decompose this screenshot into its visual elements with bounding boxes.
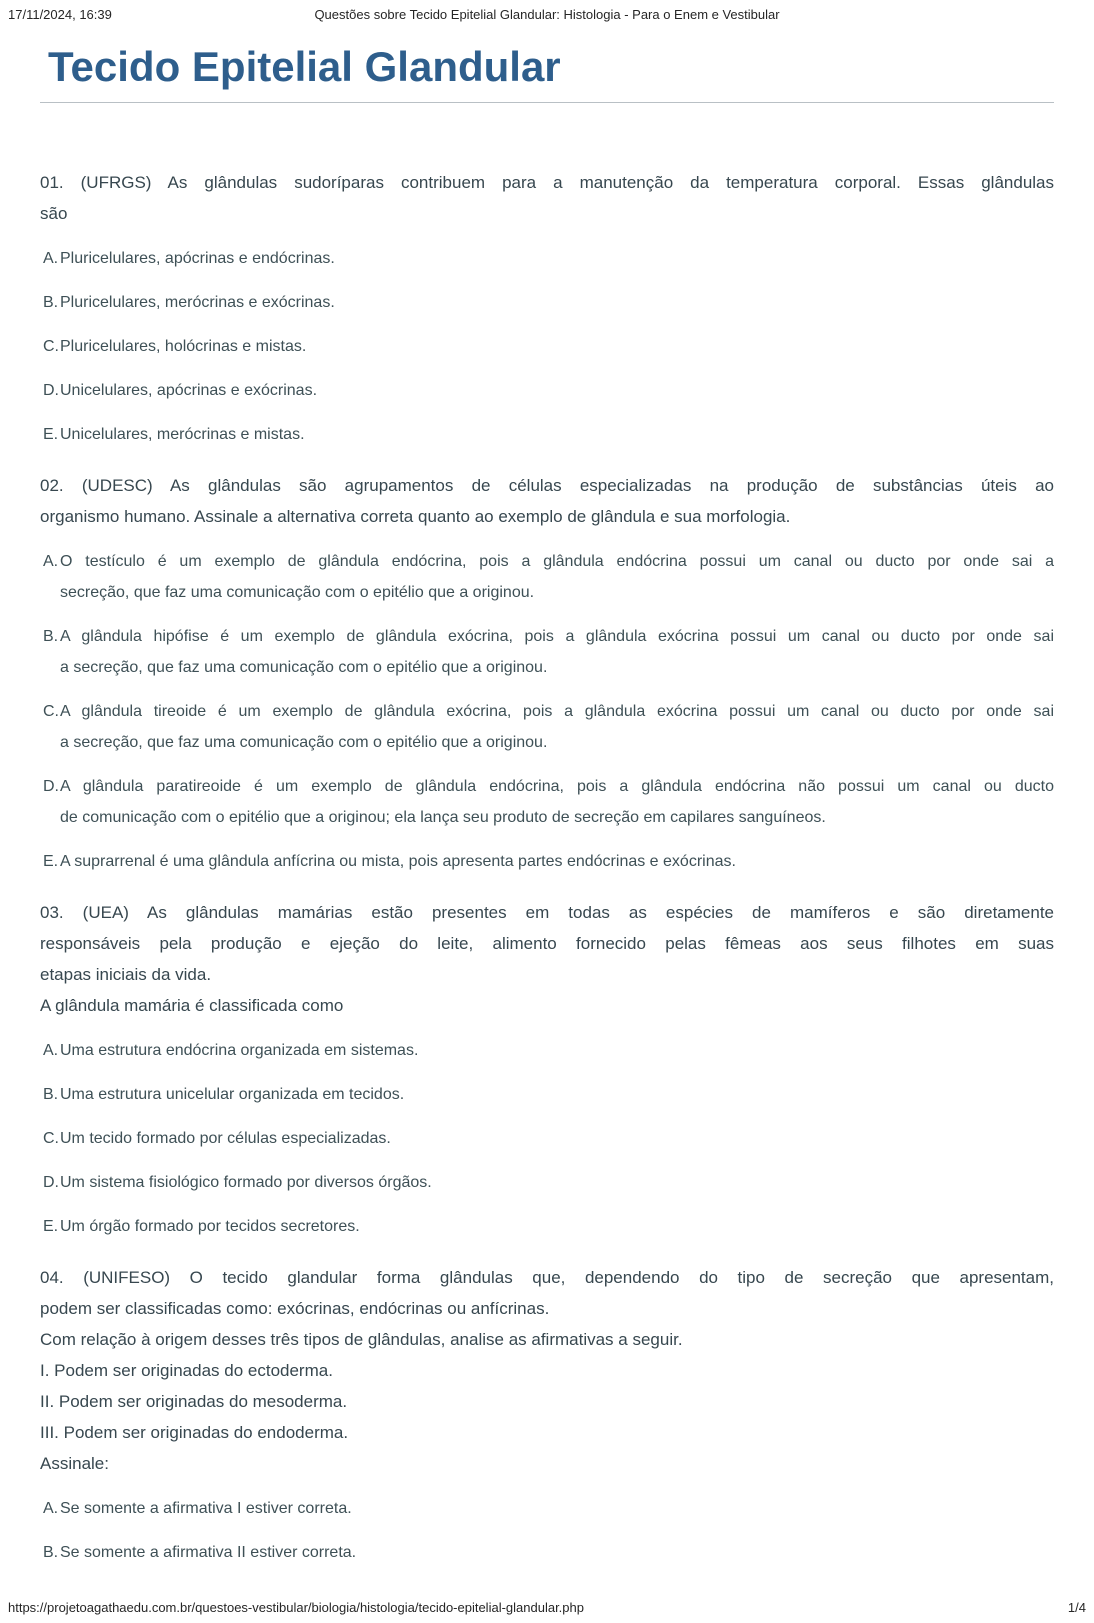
option-line: A glândula hipófise é um exemplo de glândula exócrina, pois a glândula exócrina possui um canal ou ducto por onde sai (60, 628, 1054, 645)
stem-line: 03. (UEA) As glândulas mamárias estão presentes em todas as espécies de mamíferos e são diretamente (40, 903, 1054, 922)
page-title: Tecido Epitelial Glandular (48, 43, 561, 90)
question-02 (40, 470, 1054, 877)
stem-line: A glândula mamária é classificada como (40, 996, 344, 1015)
option-label: D. (43, 1174, 59, 1191)
answer-option (40, 696, 1054, 758)
print-doc-title: Questões sobre Tecido Epitelial Glandular: Histologia - Para o Enem e Vestibular (314, 7, 780, 22)
answer-option (40, 1211, 1054, 1242)
option-line: Um órgão formado por tecidos secretores. (60, 1218, 360, 1235)
option-line: Unicelulares, merócrinas e mistas. (60, 426, 305, 443)
option-line: secreção, que faz uma comunicação com o epitélio que a originou. (60, 584, 535, 601)
option-label: C. (43, 338, 59, 355)
answer-option (40, 1493, 1054, 1524)
option-label: A. (43, 250, 59, 267)
stem-line: Assinale: (40, 1454, 109, 1473)
option-label: A. (43, 553, 59, 570)
option-label: C. (43, 1130, 59, 1147)
option-label: B. (43, 1086, 59, 1103)
option-line: A suprarrenal é uma glândula anfícrina ou mista, pois apresenta partes endócrinas e exócrinas. (60, 853, 736, 870)
answer-option (40, 846, 1054, 877)
title-divider (40, 102, 1054, 103)
option-line: Se somente a afirmativa II estiver correta. (60, 1544, 357, 1561)
option-label: B. (43, 294, 59, 311)
print-header (8, 7, 1086, 23)
stem-line: podem ser classificadas como: exócrinas, endócrinas ou anfícrinas. (40, 1299, 550, 1318)
option-line: Uma estrutura unicelular organizada em tecidos. (60, 1086, 405, 1103)
stem-line: são (40, 204, 68, 223)
option-label: E. (43, 853, 59, 870)
answer-option (40, 1123, 1054, 1154)
option-label: D. (43, 382, 59, 399)
answer-option (40, 287, 1054, 318)
option-label: E. (43, 1218, 59, 1235)
option-label: C. (43, 703, 59, 720)
answer-option (40, 419, 1054, 450)
stem-line: organismo humano. Assinale a alternativa correta quanto ao exemplo de glândula e sua morfologia. (40, 507, 791, 526)
question-04 (40, 1262, 1054, 1568)
option-label: E. (43, 426, 59, 443)
option-line: Unicelulares, apócrinas e exócrinas. (60, 382, 318, 399)
stem-line: etapas iniciais da vida. (40, 965, 212, 984)
option-line: A glândula paratireoide é um exemplo de glândula endócrina, pois a glândula endócrina não possui um canal ou ducto (60, 778, 1054, 795)
answer-option (40, 1537, 1054, 1568)
stem-line: 04. (UNIFESO) O tecido glandular forma glândulas que, dependendo do tipo de secreção que apresentam, (40, 1268, 1054, 1287)
option-line: Um tecido formado por células especializadas. (60, 1130, 391, 1147)
answer-option (40, 375, 1054, 406)
option-line: Um sistema fisiológico formado por diversos órgãos. (60, 1174, 432, 1191)
print-footer (8, 1600, 1086, 1616)
option-line: A glândula tireoide é um exemplo de glândula exócrina, pois a glândula exócrina possui um canal ou ducto por onde sai (60, 703, 1054, 720)
question-stem (40, 470, 1054, 532)
answer-option (40, 331, 1054, 362)
question-stem (40, 167, 1054, 229)
answer-option (40, 243, 1054, 274)
document-content (0, 42, 1094, 1568)
stem-line: I. Podem ser originadas do ectoderma. (40, 1361, 333, 1380)
question-stem (40, 897, 1054, 1021)
option-label: A. (43, 1500, 59, 1517)
option-line: Pluricelulares, holócrinas e mistas. (60, 338, 307, 355)
question-01 (40, 167, 1054, 450)
option-label: A. (43, 1042, 59, 1059)
question-stem (40, 1262, 1054, 1479)
option-line: a secreção, que faz uma comunicação com o epitélio que a originou. (60, 734, 548, 751)
option-line: Se somente a afirmativa I estiver correta. (60, 1500, 352, 1517)
answer-option (40, 1167, 1054, 1198)
question-03 (40, 897, 1054, 1242)
answer-option (40, 621, 1054, 683)
option-line: Uma estrutura endócrina organizada em sistemas. (60, 1042, 419, 1059)
option-label: B. (43, 628, 59, 645)
answer-option (40, 1079, 1054, 1110)
option-line: Pluricelulares, apócrinas e endócrinas. (60, 250, 335, 267)
stem-line: III. Podem ser originadas do endoderma. (40, 1423, 349, 1442)
footer-url: https://projetoagathaedu.com.br/questoes-vestibular/biologia/histologia/tecido-epitelial-glandular.php (8, 1600, 584, 1615)
option-line: de comunicação com o epitélio que a originou; ela lança seu produto de secreção em capilares sanguíneos. (60, 809, 826, 826)
answer-option (40, 546, 1054, 608)
answer-option (40, 771, 1054, 833)
print-datetime: 17/11/2024, 16:39 (8, 7, 112, 22)
option-line: O testículo é um exemplo de glândula endócrina, pois a glândula endócrina possui um canal ou ducto por onde sai a (60, 553, 1054, 570)
option-label: B. (43, 1544, 59, 1561)
stem-line: 01. (UFRGS) As glândulas sudoríparas contribuem para a manutenção da temperatura corporal. Essas glândulas (40, 173, 1054, 192)
option-label: D. (43, 778, 59, 795)
stem-line: 02. (UDESC) As glândulas são agrupamentos de células especializadas na produção de substâncias úteis ao (40, 476, 1054, 495)
answer-option (40, 1035, 1054, 1066)
stem-line: responsáveis pela produção e ejeção do leite, alimento fornecido pelas fêmeas aos seus filhotes em suas (40, 934, 1054, 953)
option-line: Pluricelulares, merócrinas e exócrinas. (60, 294, 335, 311)
footer-page-number: 1/4 (1067, 1600, 1086, 1615)
stem-line: II. Podem ser originadas do mesoderma. (40, 1392, 348, 1411)
stem-line: Com relação à origem desses três tipos de glândulas, analise as afirmativas a seguir. (40, 1330, 683, 1349)
option-line: a secreção, que faz uma comunicação com o epitélio que a originou. (60, 659, 548, 676)
